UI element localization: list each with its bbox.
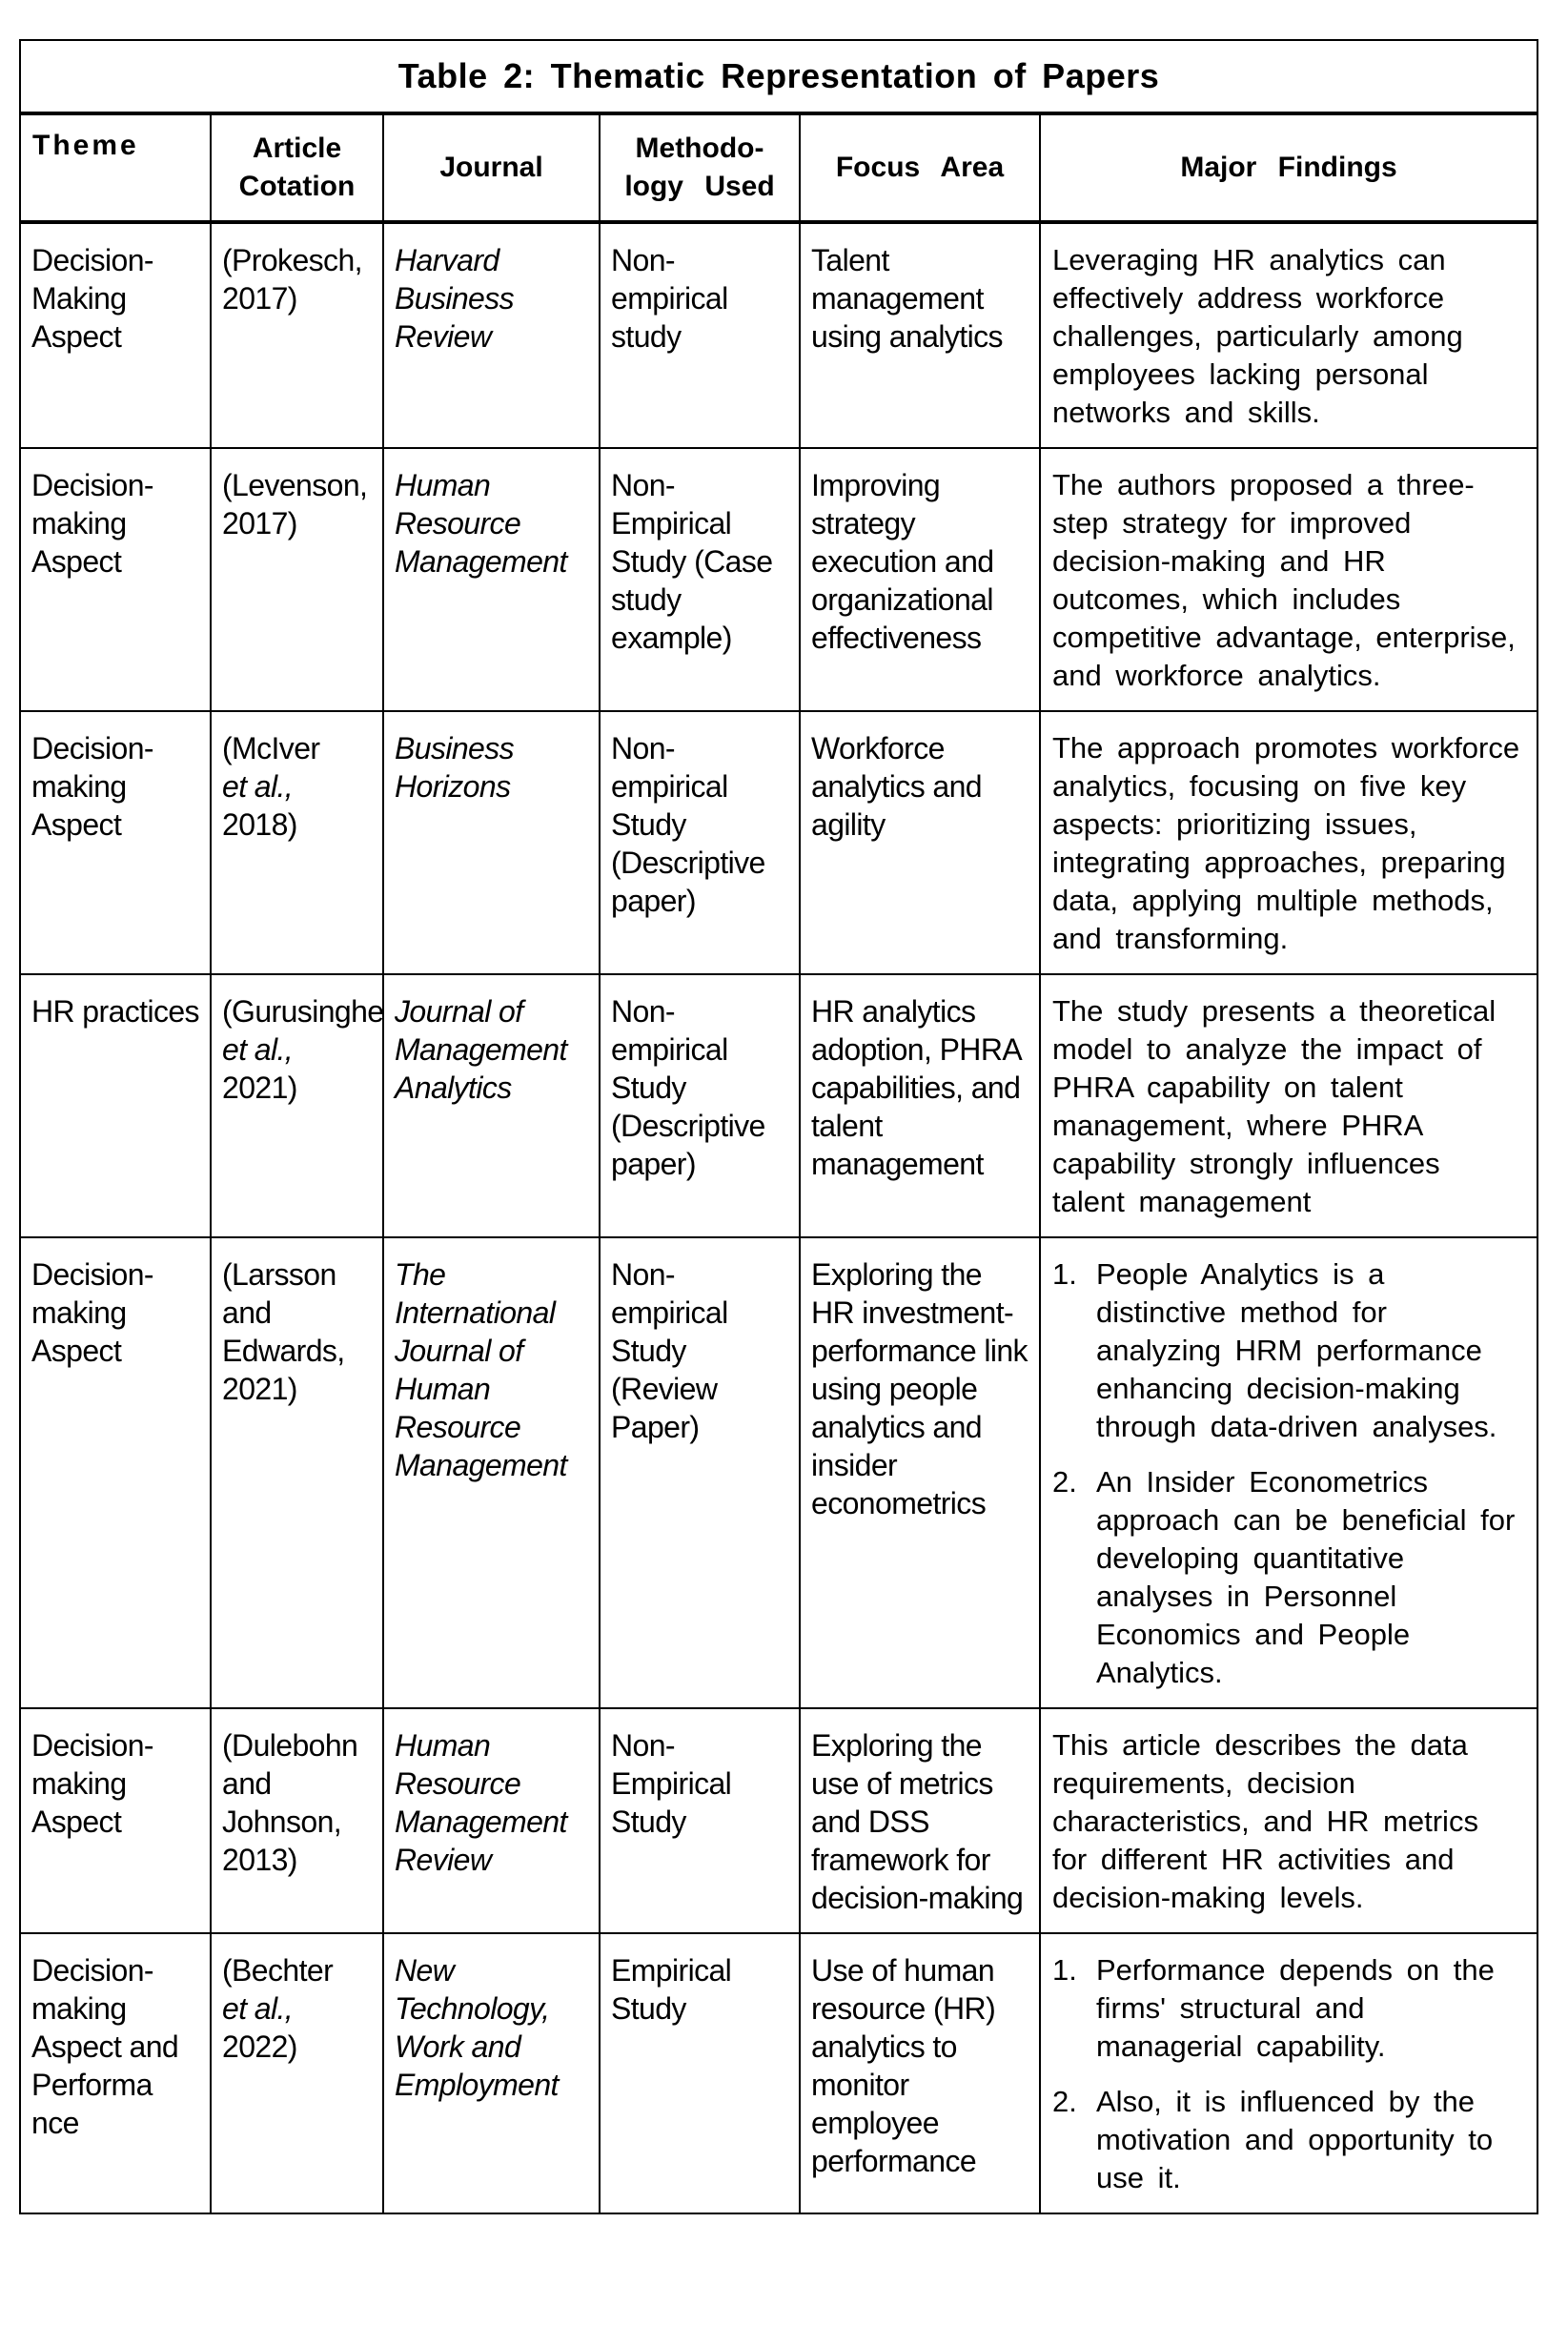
methodology-cell — [600, 448, 800, 711]
focus-area-cell — [800, 1933, 1040, 2213]
journal-cell — [383, 222, 600, 448]
finding-text: The authors proposed a three-step strategy for improved decision-making and HR outcomes, which includes competitive advantage, enterprise, and workforce analytics. — [1052, 468, 1516, 692]
citation-author: (Dulebohn and Johnson, — [222, 1728, 358, 1839]
citation-author: (McIver — [222, 731, 320, 765]
focus-area-text: Talent management using analytics — [811, 243, 1003, 354]
finding-number: 2. — [1052, 1465, 1077, 1499]
header-article-citation — [211, 113, 383, 222]
theme-cell — [20, 222, 211, 448]
methodology-text: Non-Empirical Study (Case study example) — [611, 468, 773, 655]
methodology-text: Non-empirical Study (Descriptive paper) — [611, 731, 765, 918]
focus-area-text: Improving strategy execution and organizational effectiveness — [811, 468, 994, 655]
citation-year: 2017) — [222, 281, 297, 316]
citation-et-al: et al., — [222, 1991, 294, 2026]
table-body — [20, 222, 1537, 2213]
focus-area-cell — [800, 448, 1040, 711]
focus-area-text: Use of human resource (HR) analytics to monitor employee performance — [811, 1953, 996, 2178]
citation-author: (Bechter — [222, 1953, 334, 1988]
finding-item — [1052, 1463, 1523, 1692]
citation-year: 2022) — [222, 2029, 297, 2064]
focus-area-text: Exploring the HR investment-performance link using people analytics and insider econometrics — [811, 1257, 1028, 1520]
journal-cell — [383, 974, 600, 1237]
methodology-text: Non-Empirical Study — [611, 1728, 732, 1839]
major-findings-cell — [1040, 974, 1537, 1237]
focus-area-text: HR analytics adoption, PHRA capabilities, and talent management — [811, 994, 1021, 1181]
finding-text: The approach promotes workforce analytics, focusing on five key aspects: prioritizing issues, integrating approaches, preparing data, applying multiple methods, and transforming. — [1052, 731, 1520, 955]
theme-text: Decision-making Aspect — [31, 1728, 153, 1839]
theme-cell — [20, 1933, 211, 2213]
methodology-text: Empirical Study — [611, 1953, 732, 2026]
finding-item — [1052, 2083, 1523, 2197]
focus-area-cell — [800, 1708, 1040, 1933]
focus-area-cell — [800, 711, 1040, 974]
focus-area-cell — [800, 222, 1040, 448]
theme-cell — [20, 711, 211, 974]
citation-year: 2018) — [222, 807, 297, 842]
finding-text: Leveraging HR analytics can effectively address workforce challenges, particularly among employees lacking personal networks and skills. — [1052, 243, 1463, 429]
finding-item — [1052, 1951, 1523, 2066]
theme-text: Decision-making Aspect — [31, 1257, 153, 1368]
citation-year: 2013) — [222, 1843, 297, 1877]
finding-number: 1. — [1052, 1257, 1077, 1291]
table-row-5 — [20, 1237, 1537, 1708]
major-findings-cell — [1040, 222, 1537, 448]
finding-item — [1052, 1255, 1523, 1446]
citation-cell — [211, 1237, 383, 1708]
citation-cell — [211, 711, 383, 974]
citation-cell — [211, 1933, 383, 2213]
table-row-7 — [20, 1933, 1537, 2213]
journal-name: Business Horizons — [395, 731, 515, 804]
finding-text: This article describes the data requirements, decision characteristics, and HR metrics for different HR activities and decision-making levels. — [1052, 1728, 1478, 1914]
methodology-cell — [600, 711, 800, 974]
citation-author: (Levenson, — [222, 468, 368, 502]
citation-author: (Gurusinghe — [222, 994, 384, 1029]
major-findings-cell — [1040, 448, 1537, 711]
focus-area-cell — [800, 1237, 1040, 1708]
citation-year: 2021) — [222, 1071, 297, 1105]
methodology-cell — [600, 974, 800, 1237]
journal-name: Human Resource Management — [395, 468, 567, 579]
header-journal: Journal — [383, 113, 600, 222]
citation-et-al: et al., — [222, 769, 294, 804]
major-findings-cell — [1040, 1708, 1537, 1933]
finding-number: 1. — [1052, 1953, 1077, 1987]
theme-text: Decision-Making Aspect — [31, 243, 153, 354]
focus-area-cell — [800, 974, 1040, 1237]
theme-cell — [20, 1237, 211, 1708]
citation-year: 2021) — [222, 1372, 297, 1406]
methodology-cell — [600, 1933, 800, 2213]
methodology-cell — [600, 222, 800, 448]
journal-name: Journal of Management Analytics — [395, 994, 567, 1105]
methodology-text: Non-empirical Study (Review Paper) — [611, 1257, 728, 1444]
citation-cell — [211, 974, 383, 1237]
finding-text: The study presents a theoretical model to analyze the impact of PHRA capability on talent management, where PHRA capability strongly influences talent management — [1052, 994, 1497, 1218]
journal-cell — [383, 448, 600, 711]
journal-cell — [383, 1237, 600, 1708]
citation-author: (Prokesch, — [222, 243, 362, 277]
focus-area-text: Workforce analytics and agility — [811, 731, 982, 842]
journal-name: The International Journal of Human Resource Management — [395, 1257, 567, 1482]
theme-text: Decision-making Aspect — [31, 731, 153, 842]
methodology-cell — [600, 1237, 800, 1708]
major-findings-cell — [1040, 1237, 1537, 1708]
citation-year: 2017) — [222, 506, 297, 540]
header-methodology-line1: Methodo- — [635, 133, 764, 164]
table-row-4 — [20, 974, 1537, 1237]
theme-cell — [20, 974, 211, 1237]
table-row-3 — [20, 711, 1537, 974]
header-major-findings: Major Findings — [1040, 113, 1537, 222]
findings-list — [1052, 1255, 1523, 1692]
journal-cell — [383, 1933, 600, 2213]
journal-cell — [383, 711, 600, 974]
finding-text: Also, it is influenced by the motivation and opportunity to use it. — [1096, 2085, 1494, 2194]
table-title: Table 2: Thematic Representation of Papers — [20, 40, 1537, 113]
finding-text: People Analytics is a distinctive method for analyzing HRM performance enhancing decision-making through data-driven analyses. — [1096, 1257, 1497, 1443]
finding-text: Performance depends on the firms' structural and managerial capability. — [1096, 1953, 1495, 2063]
table-row-2 — [20, 448, 1537, 711]
citation-cell — [211, 1708, 383, 1933]
header-methodology-line2: logy Used — [624, 171, 775, 202]
focus-area-text: Exploring the use of metrics and DSS framework for decision-making — [811, 1728, 1024, 1915]
finding-number: 2. — [1052, 2085, 1077, 2118]
header-theme: Theme — [20, 113, 211, 222]
header-row — [20, 113, 1537, 222]
header-methodology — [600, 113, 800, 222]
journal-name: Human Resource Management Review — [395, 1728, 567, 1877]
methodology-text: Non-empirical Study (Descriptive paper) — [611, 994, 765, 1181]
methodology-cell — [600, 1708, 800, 1933]
methodology-text: Non-empirical study — [611, 243, 728, 354]
citation-et-al: et al., — [222, 1032, 294, 1067]
theme-cell — [20, 1708, 211, 1933]
theme-text: Decision-making Aspect — [31, 468, 153, 579]
major-findings-cell — [1040, 711, 1537, 974]
theme-cell — [20, 448, 211, 711]
header-focus-area: Focus Area — [800, 113, 1040, 222]
header-article-citation-line1: Article — [252, 133, 342, 164]
finding-text: An Insider Econometrics approach can be beneficial for developing quantitative analyses in Personnel Economics and People Analytics. — [1096, 1465, 1516, 1689]
citation-author: (Larsson and Edwards, — [222, 1257, 345, 1368]
table-row-1 — [20, 222, 1537, 448]
journal-name: New Technology, Work and Employment — [395, 1953, 559, 2102]
journal-cell — [383, 1708, 600, 1933]
thematic-representation-table — [19, 39, 1538, 2214]
theme-text: Decision-making Aspect and Performa nce — [31, 1953, 179, 2140]
theme-text: HR practices — [31, 994, 199, 1029]
citation-cell — [211, 222, 383, 448]
findings-list — [1052, 1951, 1523, 2197]
table-row-6 — [20, 1708, 1537, 1933]
header-article-citation-line2: Cotation — [238, 171, 356, 202]
major-findings-cell — [1040, 1933, 1537, 2213]
journal-name: Harvard Business Review — [395, 243, 515, 354]
citation-cell — [211, 448, 383, 711]
